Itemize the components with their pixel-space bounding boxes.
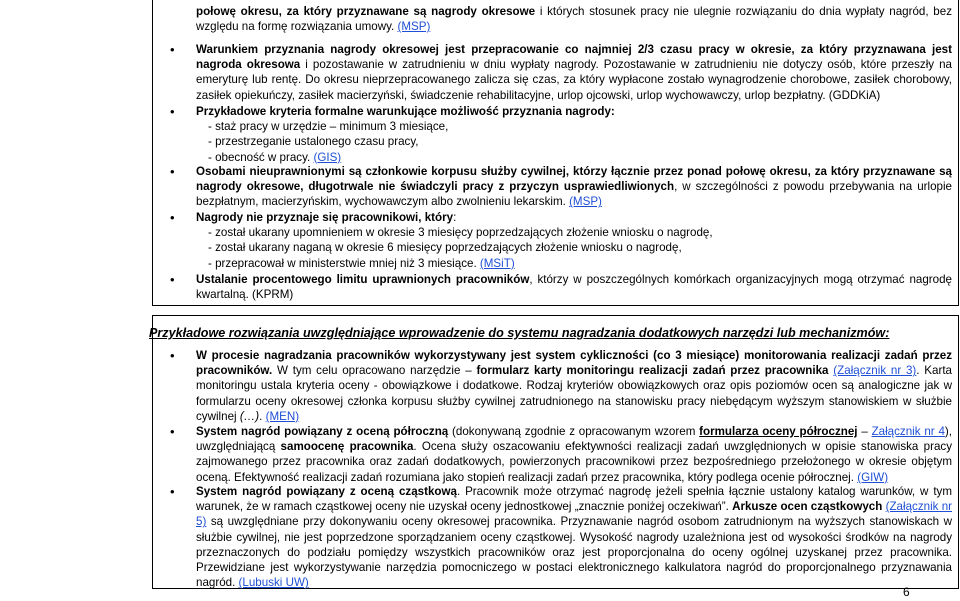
source-link-gis[interactable]: (GIS) xyxy=(313,150,342,164)
list-item: • System nagród powiązany z oceną półroczną (dokonywaną zgodnie z opracowanym wzorem formularza oceny półrocznej – Załącznik nr 4), uwzględniającą samoocenę pracownika. Ocena służy oszacowaniu efektywności realizacji zadań uwzględnionych w opisie stanowiska pracy zajmowanego przez pracownika oraz zadań dodatkowych, powierzonych pracownikowi przez bezpośredniego przełożonego w okresie objętym oceną. Efektywność realizacji zadań rozumiana jako stopień realizacji zadań przez pracownika, który podlega ocenie półrocznej. (GIW) xyxy=(170,424,952,484)
bullet-icon: • xyxy=(170,164,175,179)
attachment-link-3[interactable]: (Załącznik nr 3) xyxy=(833,364,917,378)
list-item: • Przykładowe kryteria formalne warunkujące możliwość przyznania nagrody: - staż pracy w urzędzie – minimum 3 miesiące, - przestrzeganie ustalonego czasu pracy, - obecność w pracy. (GIS) xyxy=(170,104,615,164)
list-item: • Osobami nieuprawnionymi są członkowie korpusu służby cywilnej, którzy łącznie przez ponad połowę okresu, za który przyznawane są nagrody okresowe, długotrwale nie świadczyli pracy z przyczyn usprawiedliwionych, w szczególności z powodu przebywania na urlopie bezpłatnym, macierzyńskim, wychowawczym albo zwolnieniu lekarskim. (MSP) xyxy=(170,164,953,209)
bullet-icon: • xyxy=(170,210,175,225)
source-link-msit[interactable]: (MSiT) xyxy=(479,256,515,270)
attachment-link-4[interactable]: Załącznik nr 4 xyxy=(871,425,945,438)
bullet-icon: • xyxy=(170,272,175,287)
lower-boxed-section xyxy=(149,315,959,590)
bullet-icon: • xyxy=(170,424,175,439)
list-item: • Warunkiem przyznania nagrody okresowej jest przepracowanie co najmniej 2/3 czasu pracy w okresie, za który przyznawana jest nagroda okresowa i pozostawanie w zatrudnieniu w dniu wypłaty nagrody. Pozostawanie w zatrudnieniu nie dotyczy osób, które przeszły na emeryturę lub rentę. Do okresu nieprzepracowanego zalicza się czas, za który wypłacone zostało wynagrodzenie chorobowe, zasiłek chorobowy, zasiłek opiekuńczy, zasiłek macierzyński, świadczenie rehabilitacyjne, urlop ojcowski, urlop wychowawczy, urlop bezpłatny. (GDDKiA) xyxy=(170,42,952,102)
source-link-msp[interactable]: (MSP) xyxy=(397,20,431,34)
bullet-icon: • xyxy=(170,104,175,119)
list-item: • System nagród powiązany z oceną cząstkową. Pracownik może otrzymać nagrodę jeżeli spełnia łącznie ustalony katalog warunków, w tym warunek, że w ramach cząstkowej oceny nie uzyskał oceny jednostkowej „znacznie poniżej oczekiwań”. Arkusze ocen cząstkowych (Załącznik nr 5) są uwzględniane przy dokonywaniu oceny okresowej pracownika. Przyznawanie nagród osobom zatrudnionym na wyższych stanowiskach w służbie cywilnej, nie jest poprzedzone sporządzaniem oceny cząstkowej. Wysokość nagrody uzależniona jest od wysokości środków na nagrody przeznaczonych do podziału pomiędzy wszystkich pracowników oraz jest proporcjonalna do oceny ogólnej uzyskanej przez pracownika. Przewidziane jest wykorzystywanie narzędzia pomocniczego w postaci elektronicznego kalkulatora nagród do proporcjonalnego przyznawania nagród. (Lubuski UW) xyxy=(170,484,953,590)
bullet-icon: • xyxy=(170,484,175,499)
bullet-icon: • xyxy=(170,348,175,363)
source-link-msp[interactable]: (MSP) xyxy=(569,195,602,209)
bullet-icon: • xyxy=(170,42,175,57)
source-link-men[interactable]: (MEN) xyxy=(265,409,300,423)
list-item: • Nagrody nie przyznaje się pracownikowi, który: - został ukarany upomnieniem w okresie 3 miesięcy poprzedzających złożenie wniosku o nagrodę, - został ukarany naganą w okresie 6 miesięcy poprzedzających złożenie wniosku o nagrodę, - przepracował w ministerstwie mniej niż 3 miesiące. (MSiT) xyxy=(170,210,713,270)
section-heading: Przykładowe rozwiązania uwzględniające wprowadzenie do systemu nagradzania dodatkowych narzędzi lub mechanizmów: xyxy=(149,326,890,340)
upper-boxed-section xyxy=(152,0,959,306)
attachment-link-5[interactable]: (Załącznik nr 5) xyxy=(196,500,953,529)
page-number: 6 xyxy=(903,585,910,599)
source-link-lubuski-uw[interactable]: (Lubuski UW) xyxy=(238,576,309,590)
continued-paragraph: połowę okresu, za który przyznawane są nagrody okresowe i których stosunek pracy nie ulegnie rozwiązaniu do dnia wypłaty nagród, bez względu na formę rozwiązania umowy. (MSP) xyxy=(196,5,953,34)
list-item: • Ustalanie procentowego limitu uprawnionych pracowników, którzy w poszczególnych komórkach organizacyjnych mogą otrzymać nagrodę kwartalną. (KPRM) xyxy=(170,272,952,302)
list-item: • W procesie nagradzania pracowników wykorzystywany jest system cykliczności (co 3 miesiące) monitorowania realizacji zadań przez pracowników. W tym celu opracowano narzędzie – formularz karty monitoringu realizacji zadań przez pracownika (Załącznik nr 3). Karta monitoringu ustala kryteria oceny - obowiązkowe i dodatkowe. Rodzaj kryteriów obowiązkowych oraz opis poziomów ocen są analogiczne jak w formularzu oceny okresowej członka korpusu służby cywilnej zatrudnionego na stanowisku pracy niebędącym wyższym stanowiskiem w służbie cywilnej (…). (MEN) xyxy=(170,348,953,423)
source-link-giw[interactable]: (GIW) xyxy=(857,470,889,484)
